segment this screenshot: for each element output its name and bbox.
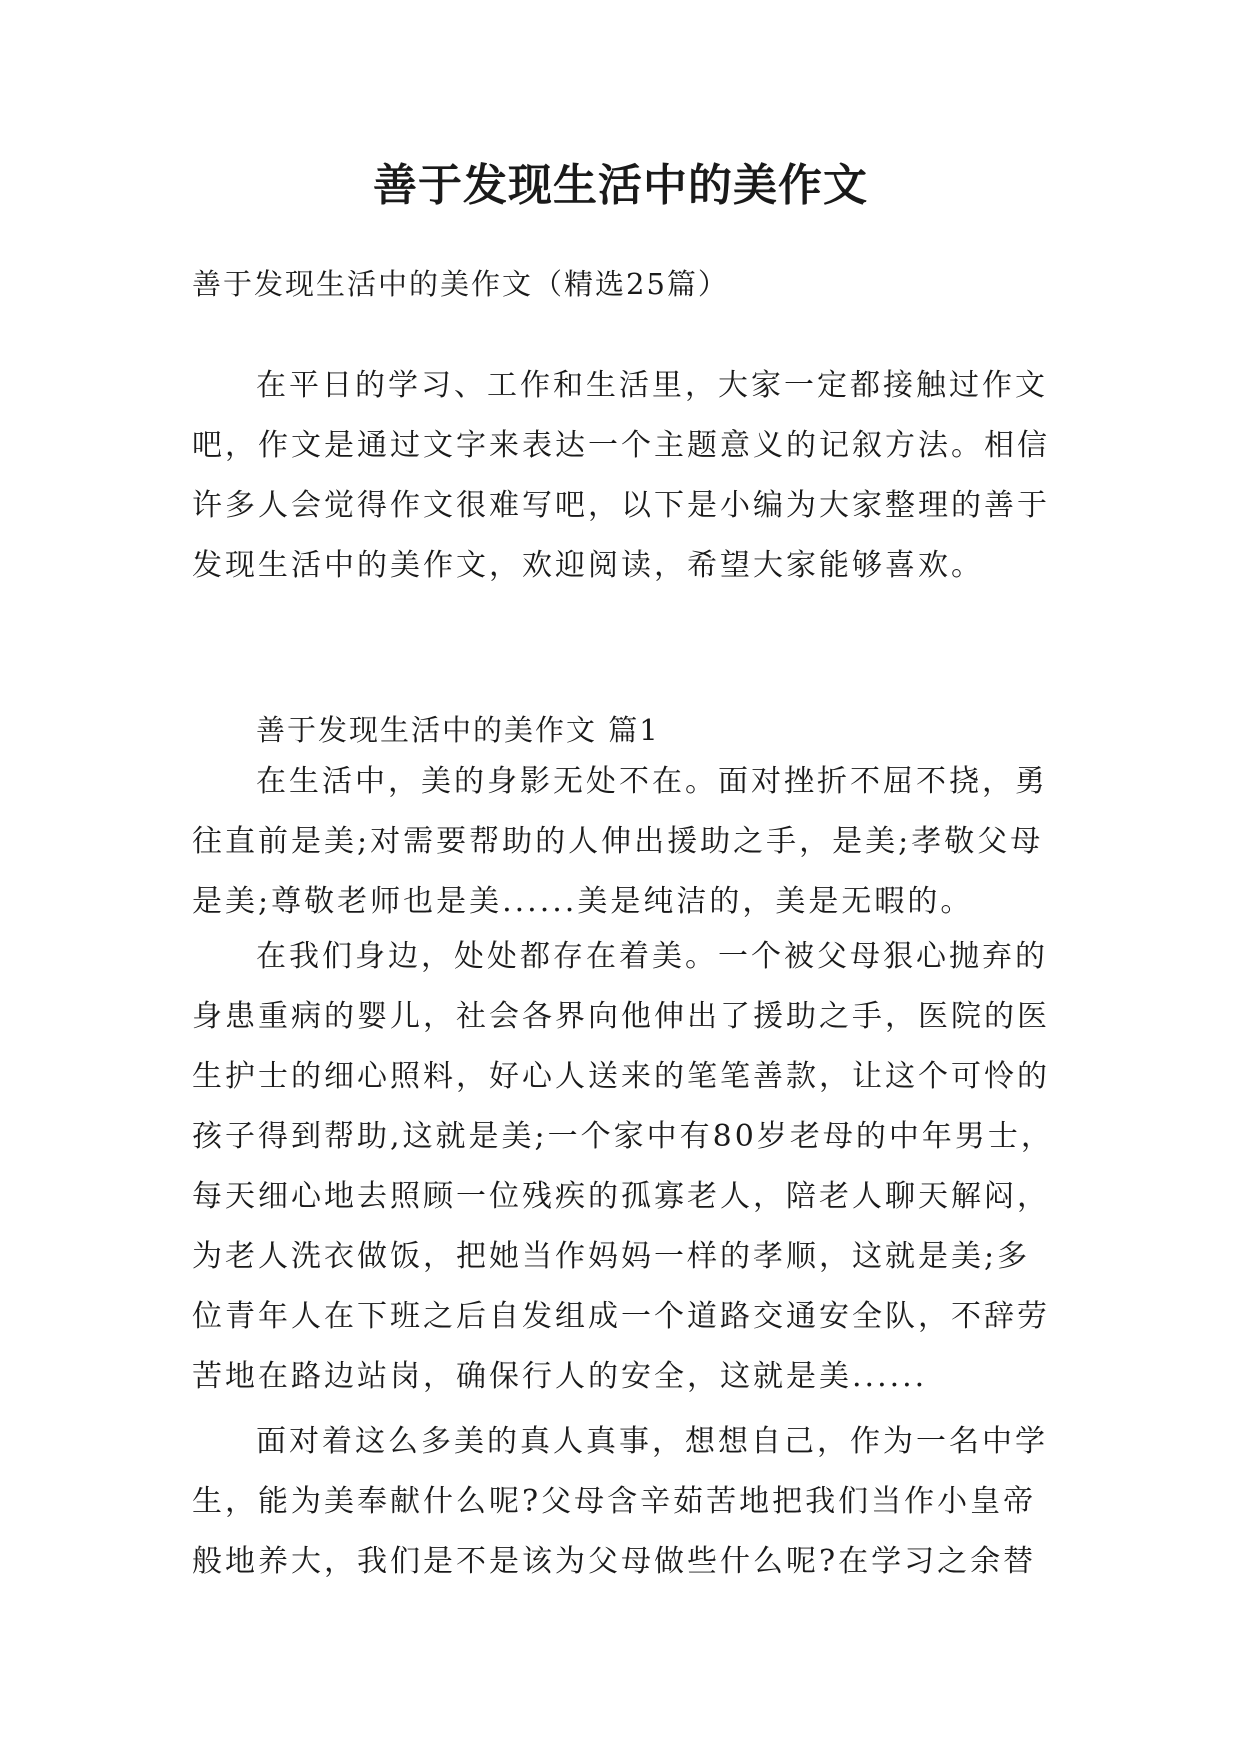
document-subtitle: 善于发现生活中的美作文（精选25篇） — [192, 267, 729, 301]
paragraph-line: 往直前是美;对需要帮助的人伸出援助之手，是美;孝敬父母 — [192, 824, 1044, 859]
intro-line: 发现生活中的美作文，欢迎阅读，希望大家能够喜欢。 — [192, 548, 984, 583]
paragraph-line: 般地养大，我们是不是该为父母做些什么呢?在学习之余替 — [192, 1544, 1037, 1579]
paragraph-line: 每天细心地去照顾一位残疾的孤寡老人，陪老人聊天解闷， — [192, 1179, 1050, 1214]
intro-line: 在平日的学习、工作和生活里，大家一定都接触过作文 — [256, 368, 1048, 403]
intro-paragraph — [192, 356, 1058, 596]
paragraph-line: 苦地在路边站岗，确保行人的安全，这就是美...... — [192, 1359, 928, 1394]
paragraph-line: 面对着这么多美的真人真事，想想自己，作为一名中学 — [256, 1424, 1048, 1459]
paragraph-line: 生，能为美奉献什么呢?父母含辛茹苦地把我们当作小皇帝 — [192, 1484, 1037, 1519]
paragraph-2 — [192, 927, 1058, 1407]
paragraph-1 — [192, 752, 1058, 932]
paragraph-line: 在我们身边，处处都存在着美。一个被父母狠心抛弃的 — [256, 939, 1048, 974]
paragraph-line: 孩子得到帮助,这就是美;一个家中有80岁老母的中年男士， — [192, 1119, 1054, 1154]
intro-line: 吧，作文是通过文字来表达一个主题意义的记叙方法。相信 — [192, 428, 1050, 463]
paragraph-line: 为老人洗衣做饭，把她当作妈妈一样的孝顺，这就是美;多 — [192, 1239, 1031, 1274]
paragraph-line: 在生活中，美的身影无处不在。面对挫折不屈不挠，勇 — [256, 764, 1048, 799]
document-title: 善于发现生活中的美作文 — [373, 160, 868, 211]
paragraph-line: 生护士的细心照料，好心人送来的笔笔善款，让这个可怜的 — [192, 1059, 1050, 1094]
paragraph-line: 位青年人在下班之后自发组成一个道路交通安全队，不辞劳 — [192, 1299, 1050, 1334]
intro-line: 许多人会觉得作文很难写吧，以下是小编为大家整理的善于 — [192, 488, 1050, 523]
paragraph-3 — [192, 1412, 1058, 1592]
paragraph-line: 是美;尊敬老师也是美......美是纯洁的，美是无暇的。 — [192, 884, 974, 919]
section-heading: 善于发现生活中的美作文 篇1 — [256, 713, 660, 747]
paragraph-line: 身患重病的婴儿，社会各界向他伸出了援助之手，医院的医 — [192, 999, 1050, 1034]
